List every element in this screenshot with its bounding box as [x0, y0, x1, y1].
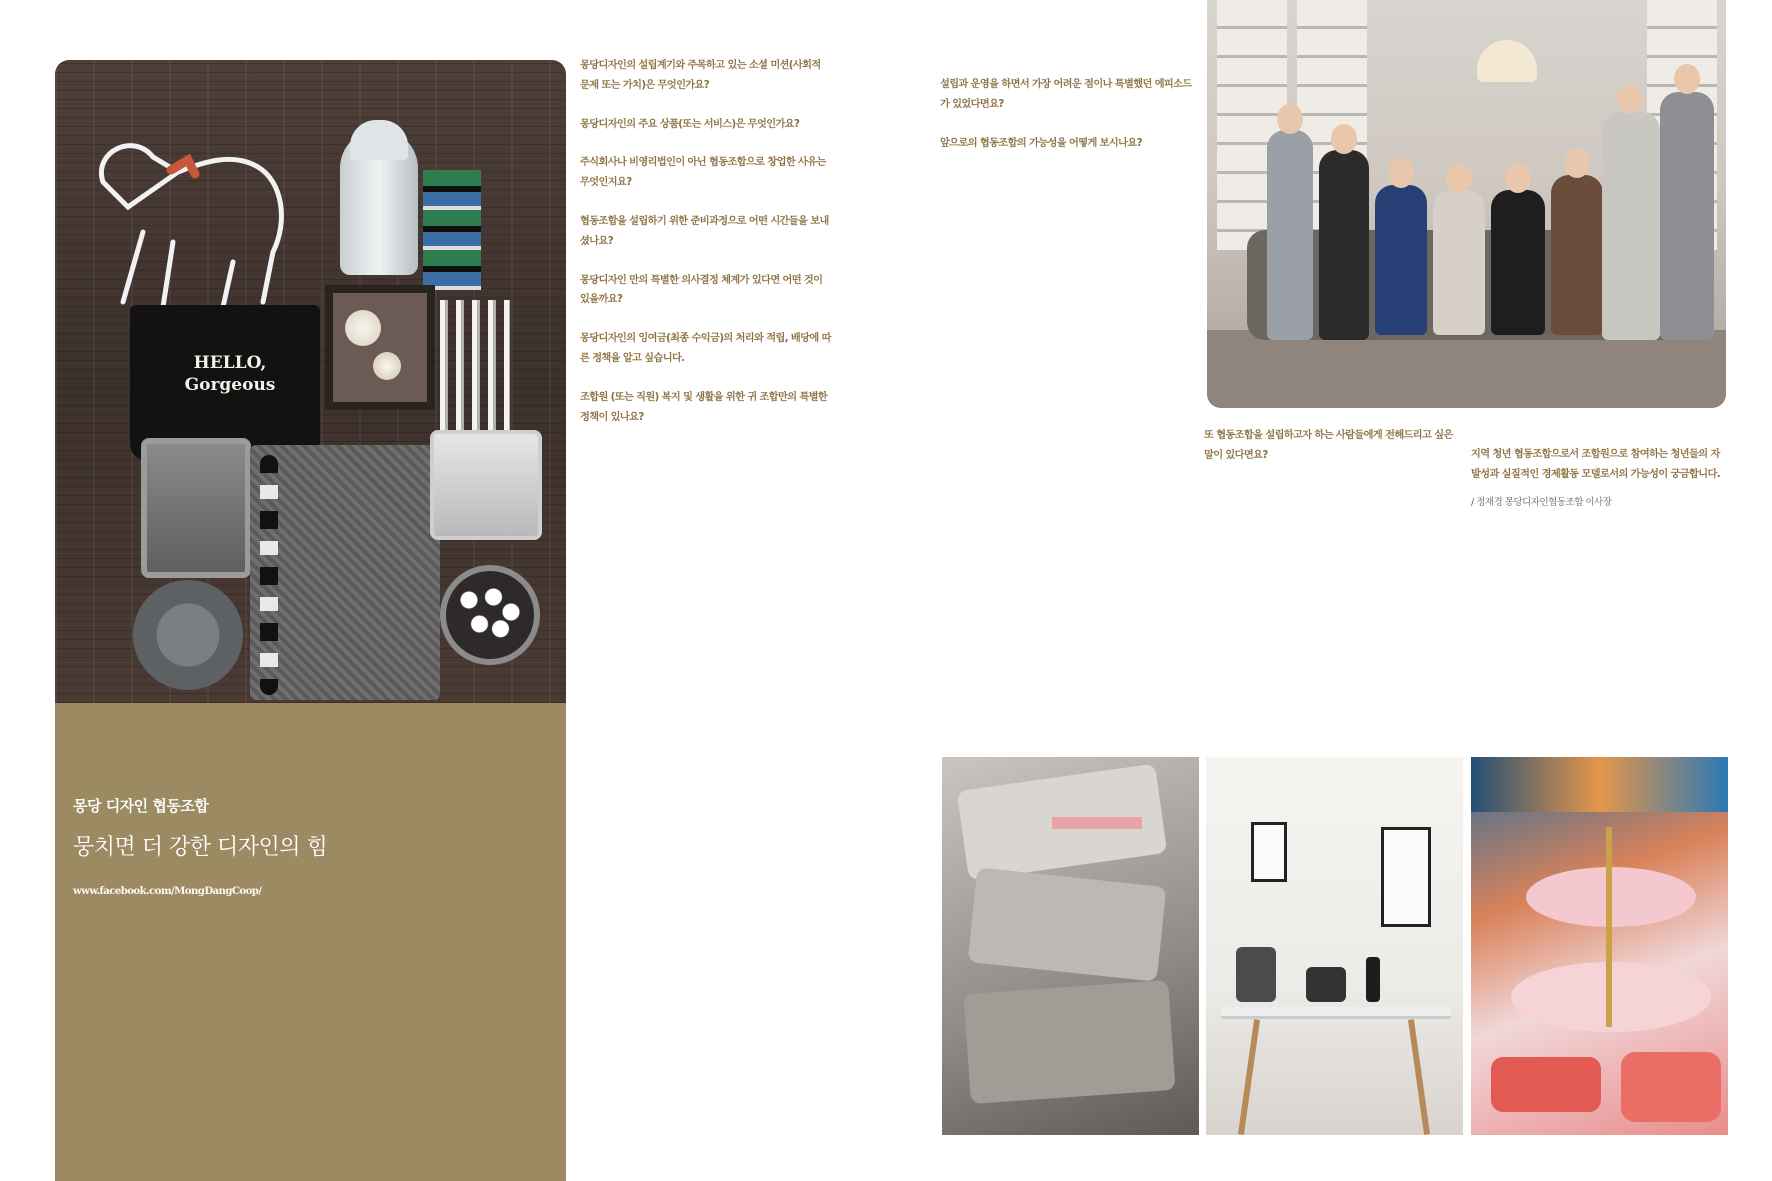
panel-title: 뭉치면 더 강한 디자인의 힘: [73, 835, 328, 860]
coral-bowl: [1621, 1052, 1721, 1122]
qa-block: [1471, 445, 1724, 485]
question: 앞으로의 협동조합의 가능성을 어떻게 보시나요?: [940, 137, 1142, 149]
question: 몽당디자인의 잉여금(최종 수익금)의 처리와 적립, 배당에 따른 정책을 알고 싶습니다.: [580, 333, 831, 364]
hero-photo-flatlay: [55, 60, 566, 703]
question: 설립과 운영을 하면서 가장 어려운 점이나 특별했던 에피소드가 있었다면요?: [940, 79, 1192, 110]
question: 조합원 (또는 직원) 복지 및 생활을 위한 귀 조합만의 특별한 정책이 있나요?: [580, 391, 828, 423]
wall-frame: [1251, 822, 1287, 882]
team-member: [1319, 150, 1369, 340]
pressed-flower-frame: [325, 285, 435, 410]
table-leg: [1408, 1019, 1430, 1135]
team-member-head: [1331, 124, 1357, 154]
qa-block: [580, 153, 832, 193]
team-member: [1267, 130, 1313, 340]
floor: [1207, 330, 1726, 408]
team-member-head: [1617, 84, 1643, 114]
text-column-4: [1471, 426, 1724, 512]
team-group-photo: [1207, 0, 1726, 408]
lunch-box: [141, 438, 251, 578]
question: 협동조합을 설립하기 위한 준비과정으로 어떤 시간들을 보내셨나요?: [580, 215, 829, 247]
team-member-head: [1388, 158, 1414, 188]
table-top: [1221, 1007, 1451, 1019]
tray: [963, 980, 1175, 1104]
color-tags: [423, 170, 481, 290]
team-member: [1551, 175, 1603, 335]
text-column-1: [580, 56, 832, 446]
team-member: [1660, 92, 1714, 340]
team-member-head: [1446, 163, 1472, 193]
team-member: [1602, 112, 1660, 340]
cotton-balls: [455, 582, 525, 642]
team-member-head: [1674, 64, 1700, 94]
steel-tray-box: [430, 430, 542, 540]
photo-pink-tableware: [1471, 757, 1728, 1135]
pressed-flower: [345, 310, 381, 346]
question: 주식회사나 비영리법인이 아닌 협동조합으로 창업한 사유는 무엇인지요?: [580, 157, 826, 189]
round-container: [133, 580, 243, 690]
team-member: [1433, 190, 1485, 335]
qa-block: [580, 212, 832, 252]
qa-block: [580, 329, 832, 369]
question: 또 협동조합을 설립하고자 하는 사람들에게 전해드리고 싶은 말이 있다면요?: [1204, 430, 1453, 461]
question: 몽당디자인의 주요 상품(또는 서비스)은 무엇인가요?: [580, 118, 800, 130]
photo-stacked-trays: [942, 757, 1199, 1135]
pouch-lettering: HELLO, Gorgeous: [184, 353, 276, 395]
team-member-head: [1277, 104, 1303, 134]
qa-block: [580, 388, 832, 428]
tray: [968, 867, 1167, 981]
pompom-trim: [260, 455, 278, 695]
team-member: [1491, 190, 1545, 335]
dog-wire-ornament-icon: [83, 112, 313, 312]
qa-block: [1204, 426, 1457, 466]
pressed-flower: [373, 352, 401, 380]
qa-block: [580, 56, 832, 96]
stand-rod: [1606, 827, 1612, 1027]
qa-block: [580, 271, 832, 311]
signature: / 정재경 몽당디자인협동조합 이사장: [1471, 496, 1612, 508]
table-leg: [1238, 1019, 1260, 1135]
question: 몽당디자인의 설립계기와 주목하고 있는 소셜 미션(사회적 문제 또는 가치)은 무엇인가요?: [580, 60, 821, 91]
shelf-background: [1471, 757, 1728, 812]
knitted-bag: [250, 445, 440, 700]
qa-block: [940, 75, 1192, 115]
facebook-link[interactable]: www.facebook.com/MongDangCoop/: [73, 885, 262, 897]
text-column-3: [1204, 426, 1457, 485]
chandelier: [1477, 40, 1537, 82]
photo-display-table: [1206, 757, 1463, 1135]
panel-kicker: 몽당 디자인 협동조합: [73, 797, 209, 815]
pink-cutlery: [1052, 817, 1142, 829]
intro-panel: [55, 703, 566, 1181]
coral-bowl: [1491, 1057, 1601, 1112]
wall-frame: [1381, 827, 1431, 927]
team-member: [1375, 185, 1427, 335]
question: 지역 청년 협동조합으로서 조합원으로 참여하는 청년들의 자발성과 실질적인 경제활동 모델로서의 가능성이 궁금합니다.: [1471, 449, 1721, 480]
bottle: [1366, 957, 1380, 1002]
qa-block: [940, 134, 1192, 154]
question: 몽당디자인 만의 특별한 의사결정 체계가 있다면 어떤 것이 있을까요?: [580, 274, 823, 306]
qa-block: [580, 115, 832, 135]
panel-body: [73, 881, 546, 903]
knit-bag: [1236, 947, 1276, 1002]
text-column-2: [940, 56, 1192, 172]
team-member-head: [1505, 163, 1531, 193]
black-pouch: [1306, 967, 1346, 1002]
team-member-head: [1564, 148, 1590, 178]
bottle-cap: [350, 120, 408, 160]
